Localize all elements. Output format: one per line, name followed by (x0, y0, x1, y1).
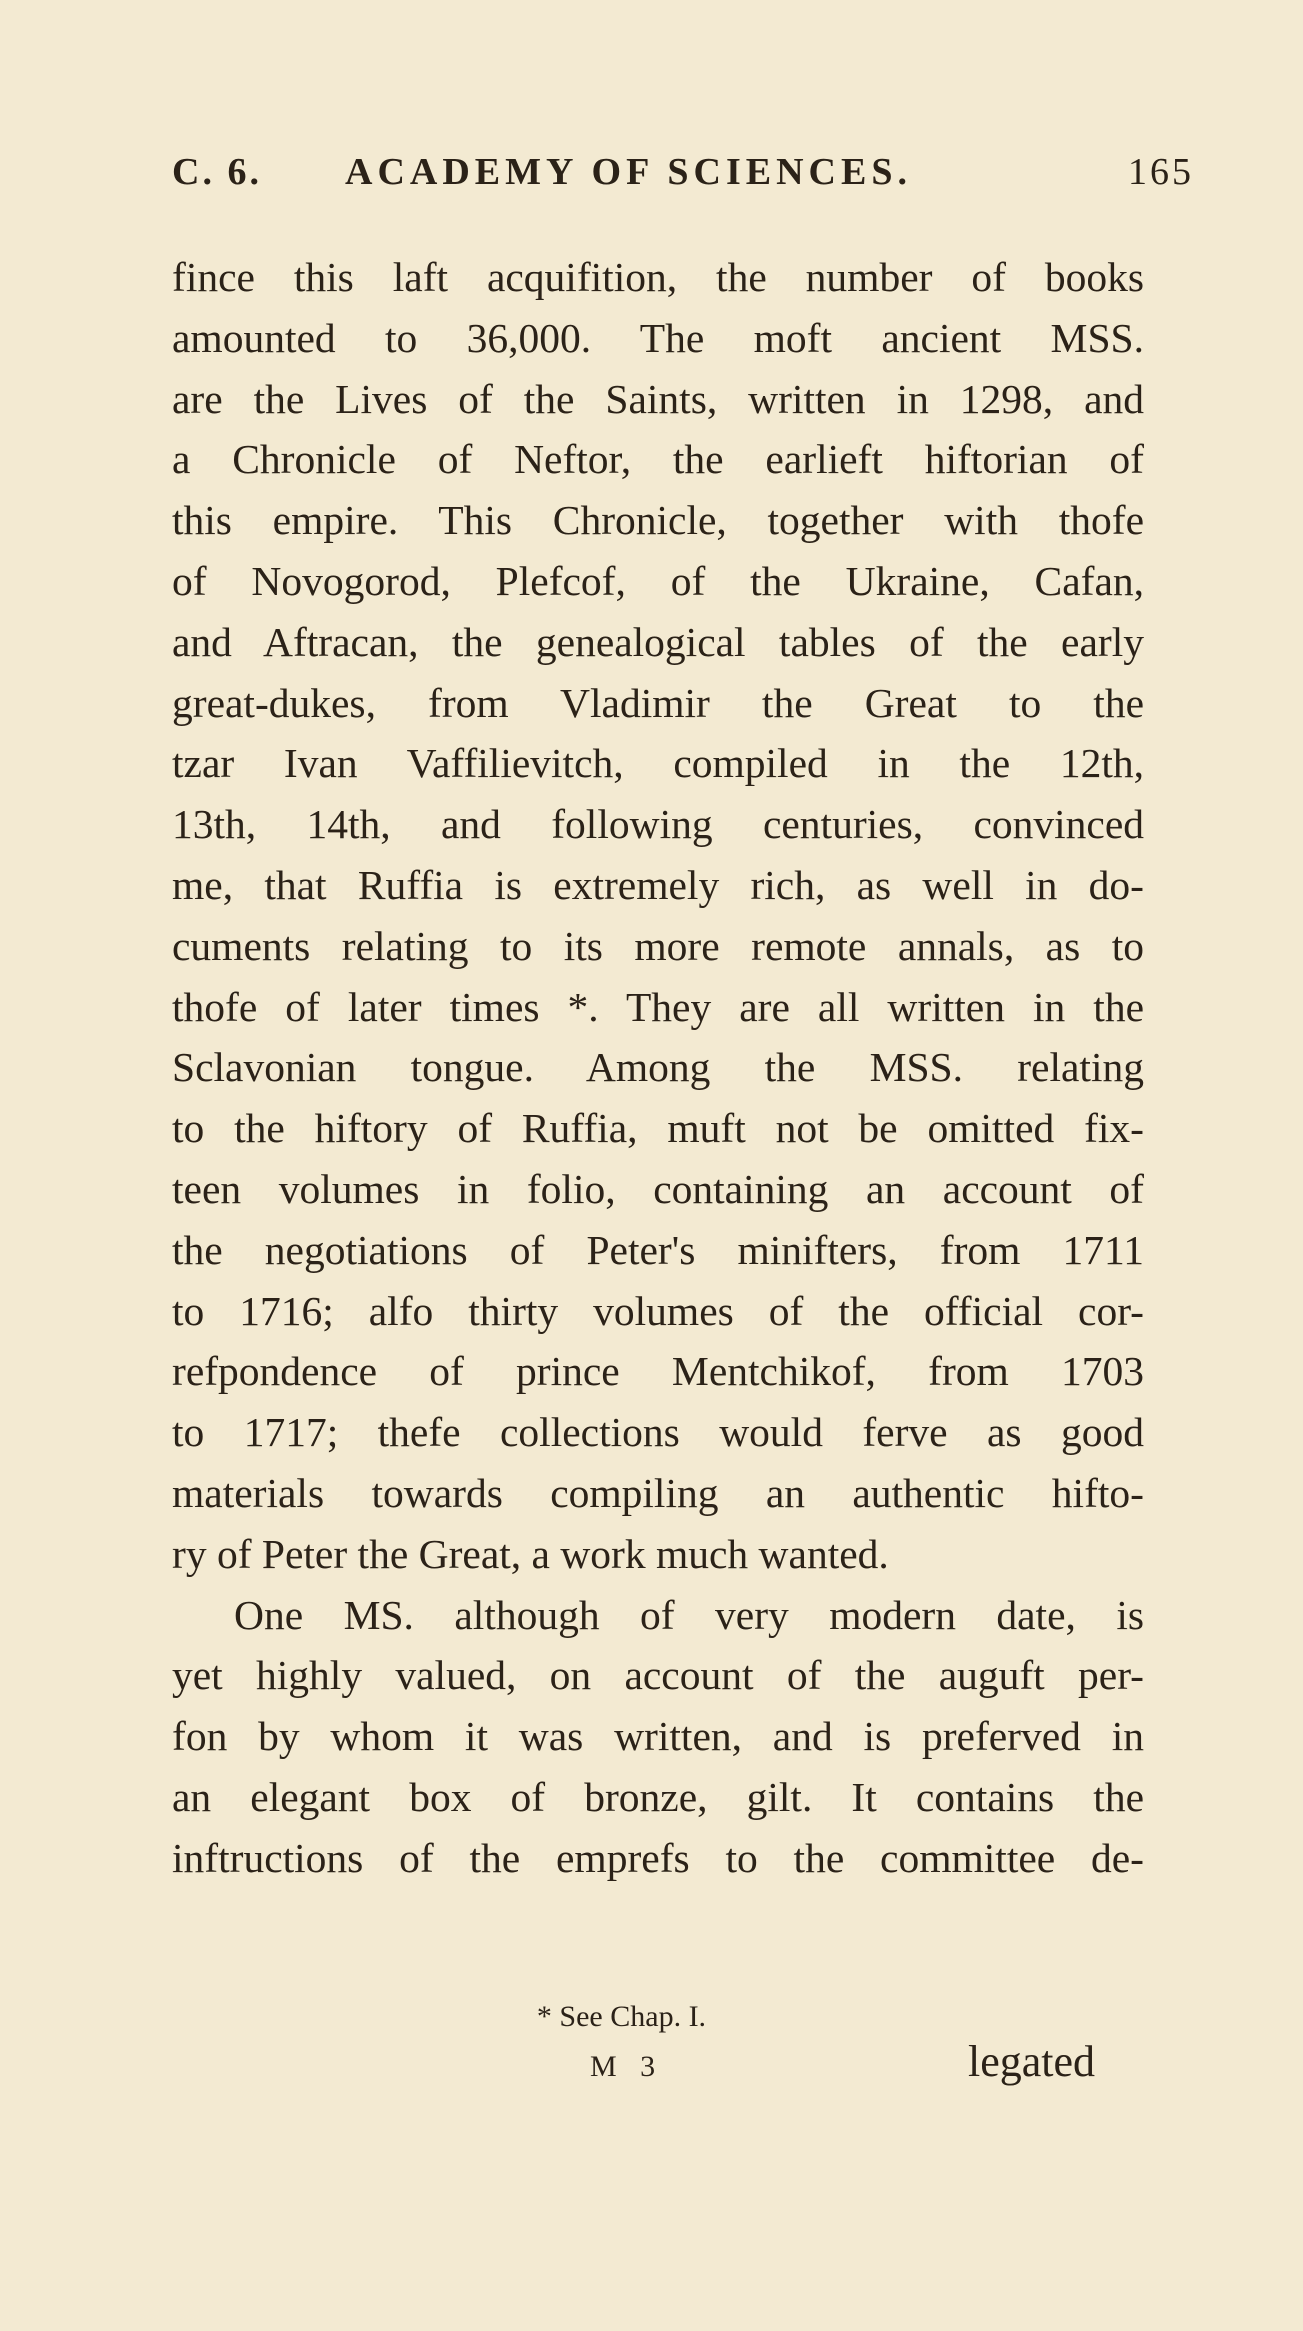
running-head (0, 150, 1303, 210)
signature-mark: M 3 (590, 2050, 664, 2083)
catchword: legated (968, 2037, 1096, 2086)
text-line: an elegant box of bronze, gilt. It contains the (172, 1773, 1144, 1820)
text-line: materials towards compiling an authentic hifto- (172, 1469, 1144, 1516)
text-line: great-dukes, from Vladimir the Great to the (172, 679, 1144, 726)
footnote-text: * See Chap. I. (536, 2000, 707, 2033)
text-line: refpondence of prince Mentchikof, from 1703 (172, 1348, 1144, 1395)
text-line: and Aftracan, the genealogical tables of the early (172, 618, 1144, 665)
text-line: me, that Ruffia is extremely rich, as well in do- (172, 861, 1144, 908)
text-line: thofe of later times *. They are all written in the (172, 983, 1144, 1030)
body-text (172, 247, 1144, 1889)
text-line: to 1717; thefe collections would ferve as good (172, 1409, 1144, 1456)
text-line: this empire. This Chronicle, together with thofe (172, 497, 1144, 544)
text-line: to 1716; alfo thirty volumes of the official cor- (172, 1287, 1144, 1334)
text-line: fon by whom it was written, and is preferved in (172, 1713, 1144, 1760)
text-line: inftructions of the emprefs to the committee de- (172, 1834, 1144, 1881)
text-line: tzar Ivan Vaffilievitch, compiled in the 12th, (172, 740, 1144, 787)
text-line: yet highly valued, on account of the auguft per- (172, 1652, 1144, 1699)
text-line: of Novogorod, Plefcof, of the Ukraine, Cafan, (172, 557, 1144, 604)
text-line: the negotiations of Peter's minifters, from 1711 (172, 1226, 1144, 1273)
text-line: cuments relating to its more remote annals, as to (172, 922, 1144, 969)
text-line: teen volumes in folio, containing an account of (172, 1165, 1144, 1212)
text-line: ry of Peter the Great, a work much wanted. (172, 1530, 889, 1577)
text-line: are the Lives of the Saints, written in 1298, and (172, 375, 1144, 422)
text-line: to the hiftory of Ruffia, muft not be omitted fix- (172, 1105, 1144, 1152)
text-line: One MS. although of very modern date, is (234, 1591, 1144, 1638)
chapter-number: C. 6. (172, 151, 262, 193)
text-line: a Chronicle of Neftor, the earlieft hiftorian of (172, 436, 1144, 483)
text-line: fince this laft acquifition, the number of books (172, 254, 1144, 300)
text-line: 13th, 14th, and following centuries, convinced (172, 801, 1144, 848)
footnote (0, 2000, 1303, 2040)
page-number: 165 (1128, 151, 1194, 193)
text-line: Sclavonian tongue. Among the MSS. relating (172, 1044, 1144, 1091)
running-title: ACADEMY OF SCIENCES. (345, 151, 912, 193)
text-line: amounted to 36,000. The moft ancient MSS. (172, 314, 1144, 361)
